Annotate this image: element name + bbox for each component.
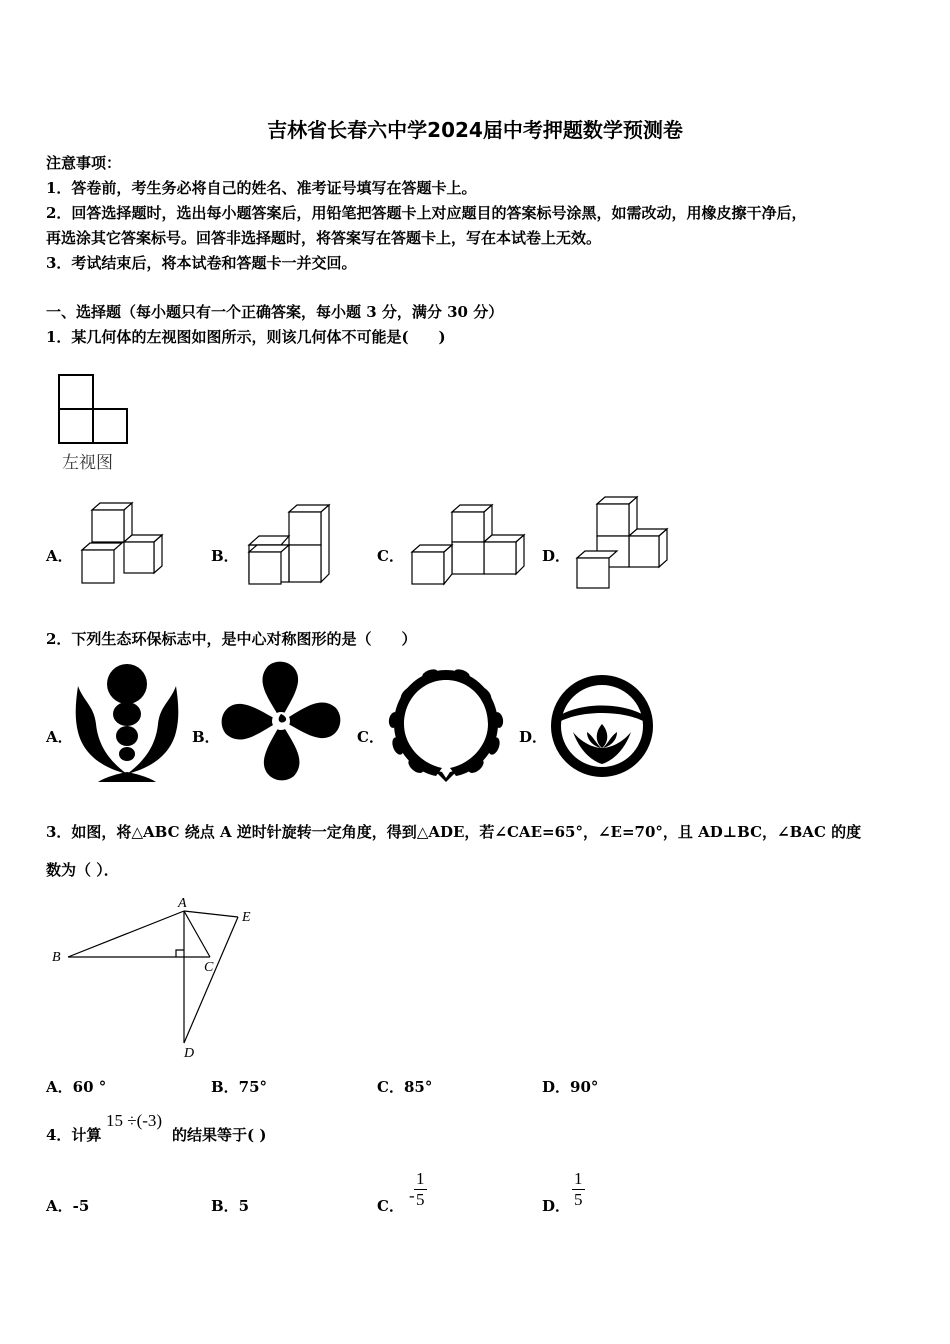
q3-option-c[interactable]: C．85° <box>377 1078 433 1096</box>
q4-option-d[interactable]: D． <box>542 1197 571 1215</box>
notice-item: 2．回答选择题时，选出每小题答案后，用铅笔把答题卡上对应题目的答案标号涂黑，如需改动，用橡皮擦干净后， <box>46 204 807 222</box>
eco-logo-a-icon <box>74 662 180 782</box>
notice-item: 3．考试结束后，将本试卷和答题卡一并交回。 <box>46 254 357 272</box>
page-title: 吉林省长春六中学2024届中考押题数学预测卷 <box>267 118 683 142</box>
cube-figure-c <box>410 502 528 588</box>
q1-option-a[interactable]: A． <box>46 547 73 565</box>
q3-stem-continued: 数为（ ）． <box>46 861 119 879</box>
q4-option-b[interactable]: B．5 <box>211 1197 250 1215</box>
left-view-caption: 左视图 <box>62 453 113 473</box>
point-label-b: B <box>52 950 61 965</box>
eco-logo-d-icon <box>551 672 653 780</box>
cube-figure-d <box>575 496 671 588</box>
point-label-a: A <box>178 896 187 911</box>
q3-option-d[interactable]: D．90° <box>542 1078 599 1096</box>
triangle-rotation-diagram <box>48 893 268 1063</box>
cube-figure-b <box>247 502 333 588</box>
eco-logo-b-icon <box>220 660 342 782</box>
q1-option-b[interactable]: B． <box>211 547 239 565</box>
point-label-d: D <box>184 1046 195 1061</box>
left-view-figure <box>58 374 130 446</box>
fraction-denominator: 5 <box>574 1190 583 1209</box>
q3-stem: 3．如图，将△ABC 绕点 A 逆时针旋转一定角度，得到△ADE，若∠CAE=65°，∠E=70°，且 AD⊥BC，∠BAC 的度 <box>46 823 862 841</box>
q4-stem-suffix: 的结果等于( ) <box>172 1126 267 1144</box>
q1-option-d[interactable]: D． <box>542 547 571 565</box>
q4-option-c-fraction <box>414 1169 427 1210</box>
notice-heading: 注意事项： <box>46 154 122 172</box>
q4-option-a[interactable]: A．-5 <box>46 1197 90 1215</box>
notice-item: 1．答卷前，考生务必将自己的姓名、准考证号填写在答题卡上。 <box>46 179 477 197</box>
q4-stem-prefix: 4．计算 <box>46 1126 102 1144</box>
section-heading: 一、选择题（每小题只有一个正确答案，每小题 3 分，满分 30 分） <box>46 303 504 321</box>
q2-option-b[interactable]: B． <box>192 728 220 746</box>
q2-option-d[interactable]: D． <box>519 728 548 746</box>
q3-option-b[interactable]: B．75° <box>211 1078 268 1096</box>
cube-figure-a <box>80 502 166 586</box>
fraction-denominator: 5 <box>416 1190 425 1209</box>
q1-stem: 1．某几何体的左视图如图所示，则该几何体不可能是( ) <box>46 328 446 346</box>
q4-option-c[interactable]: C． <box>377 1197 404 1215</box>
q4-option-d-fraction <box>572 1169 585 1210</box>
q4-option-c-sign: - <box>409 1186 415 1205</box>
q1-option-c[interactable]: C． <box>377 547 404 565</box>
notice-item: 再选涂其它答案标号。回答非选择题时，将答案写在答题卡上，写在本试卷上无效。 <box>46 229 602 247</box>
point-label-c: C <box>204 960 214 975</box>
q2-option-c[interactable]: C． <box>357 728 384 746</box>
q2-stem: 2．下列生态环保标志中，是中心对称图形的是（ ） <box>46 630 417 648</box>
q4-expression: 15 ÷(-3) <box>106 1111 163 1130</box>
point-label-e: E <box>242 910 251 925</box>
q2-option-a[interactable]: A． <box>46 728 73 746</box>
fraction-numerator: 1 <box>574 1169 583 1188</box>
eco-logo-c-icon <box>386 664 506 784</box>
q3-option-a[interactable]: A．60 ° <box>46 1078 107 1096</box>
fraction-numerator: 1 <box>416 1169 425 1188</box>
